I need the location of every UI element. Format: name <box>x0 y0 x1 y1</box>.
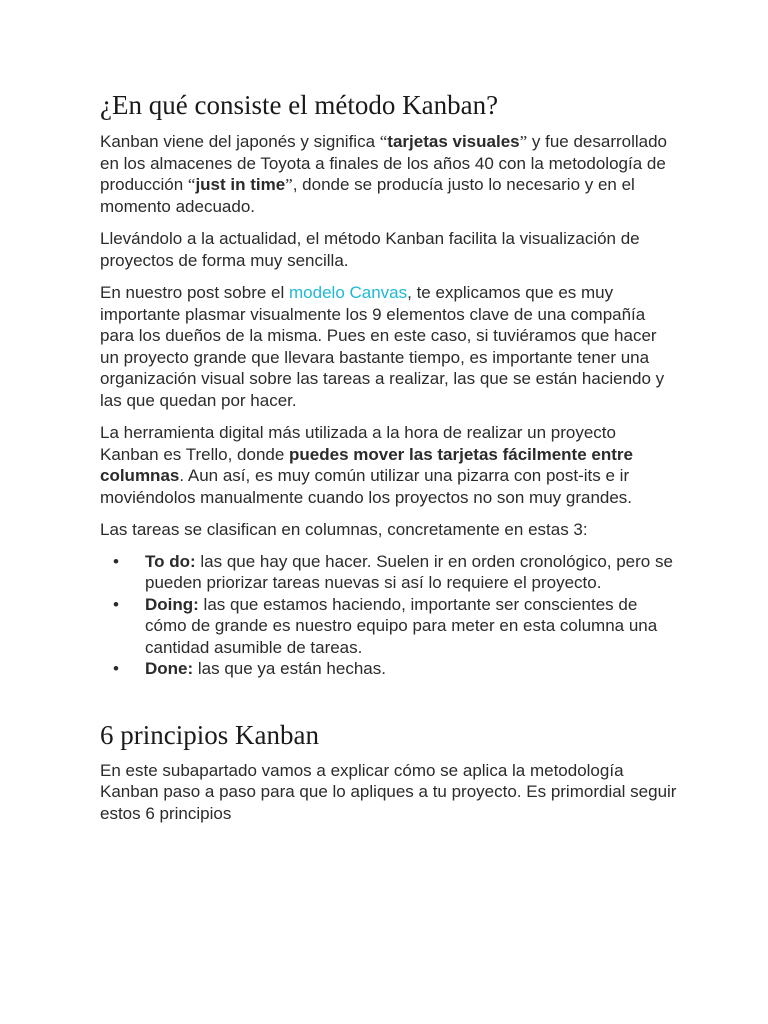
close-quote: ” <box>285 175 293 194</box>
list-item-doing <box>100 594 678 659</box>
open-quote: “ <box>187 175 196 194</box>
modelo-canvas-link[interactable]: modelo Canvas <box>289 283 408 302</box>
columns-list <box>100 551 678 680</box>
text-span: En nuestro post sobre el <box>100 283 290 302</box>
text-span: y fue desarrollado en los almacenes de Toyota a finales de los años 40 con la metodología de producción <box>100 132 668 194</box>
bold-tarjetas-visuales: tarjetas visuales <box>387 132 520 151</box>
bullet-icon: • <box>113 594 119 614</box>
paragraph-trello <box>100 422 678 508</box>
paragraph-canvas <box>100 282 678 411</box>
list-item-done <box>100 658 678 680</box>
paragraph-columnas: Las tareas se clasifican en columnas, concretamente en estas 3: <box>100 520 588 539</box>
text-span: Kanban viene del japonés y significa <box>100 132 380 151</box>
close-quote: ” <box>519 132 528 151</box>
paragraph-origin <box>100 131 678 217</box>
list-item-todo <box>100 551 678 594</box>
bullet-icon: • <box>113 551 119 571</box>
list-item-label: Doing: <box>145 594 199 614</box>
open-quote: “ <box>379 132 388 151</box>
list-item-text: las que hay que hacer. Suelen ir en orden cronológico, pero se pueden priorizar tareas nuevas si así lo requiere el proyecto. <box>145 551 673 592</box>
text-span: . Aun así, es muy común utilizar una pizarra con post-its e ir moviéndolos manualmente cuando los proyectos no son muy grandes. <box>100 466 633 507</box>
text-span: La herramienta digital más utilizada a la hora de realizar un proyecto Kanban es Trello, donde <box>100 423 616 464</box>
document-content <box>100 88 678 835</box>
list-item-text: las que ya están hechas. <box>193 659 386 678</box>
text-span: , donde se producía justo lo necesario y en el momento adecuado. <box>100 175 635 216</box>
list-item-label: Done: <box>145 659 194 678</box>
text-span: , te explicamos que es muy importante plasmar visualmente los 9 elementos clave de una compañía para los dueños de la misma. Pues en este caso, si tuviéramos que hacer un proyecto grande que llevara bastante tiempo, es importante tener una organización visual sobre las tareas a realizar, las que se están haciendo y las que quedan por hacer. <box>100 283 665 410</box>
bold-just-in-time: just in time <box>195 175 286 194</box>
section-heading-principios: 6 principios Kanban <box>100 719 319 750</box>
section-heading-kanban: ¿En qué consiste el método Kanban? <box>100 90 499 120</box>
paragraph-actualidad: Llevándolo a la actualidad, el método Kanban facilita la visualización de proyectos de forma muy sencilla. <box>100 229 640 270</box>
bullet-icon: • <box>113 659 119 678</box>
bold-mover-tarjetas: puedes mover las tarjetas fácilmente entre columnas <box>100 444 633 485</box>
paragraph-subapartado: En este subapartado vamos a explicar cómo se aplica la metodología Kanban paso a paso para que lo apliques a tu proyecto. Es primordial seguir estos 6 principios <box>100 760 677 823</box>
list-item-label: To do: <box>145 551 196 571</box>
list-item-text: las que estamos haciendo, importante ser conscientes de cómo de grande es nuestro equipo para meter en esta columna una cantidad asumible de tareas. <box>145 594 658 657</box>
